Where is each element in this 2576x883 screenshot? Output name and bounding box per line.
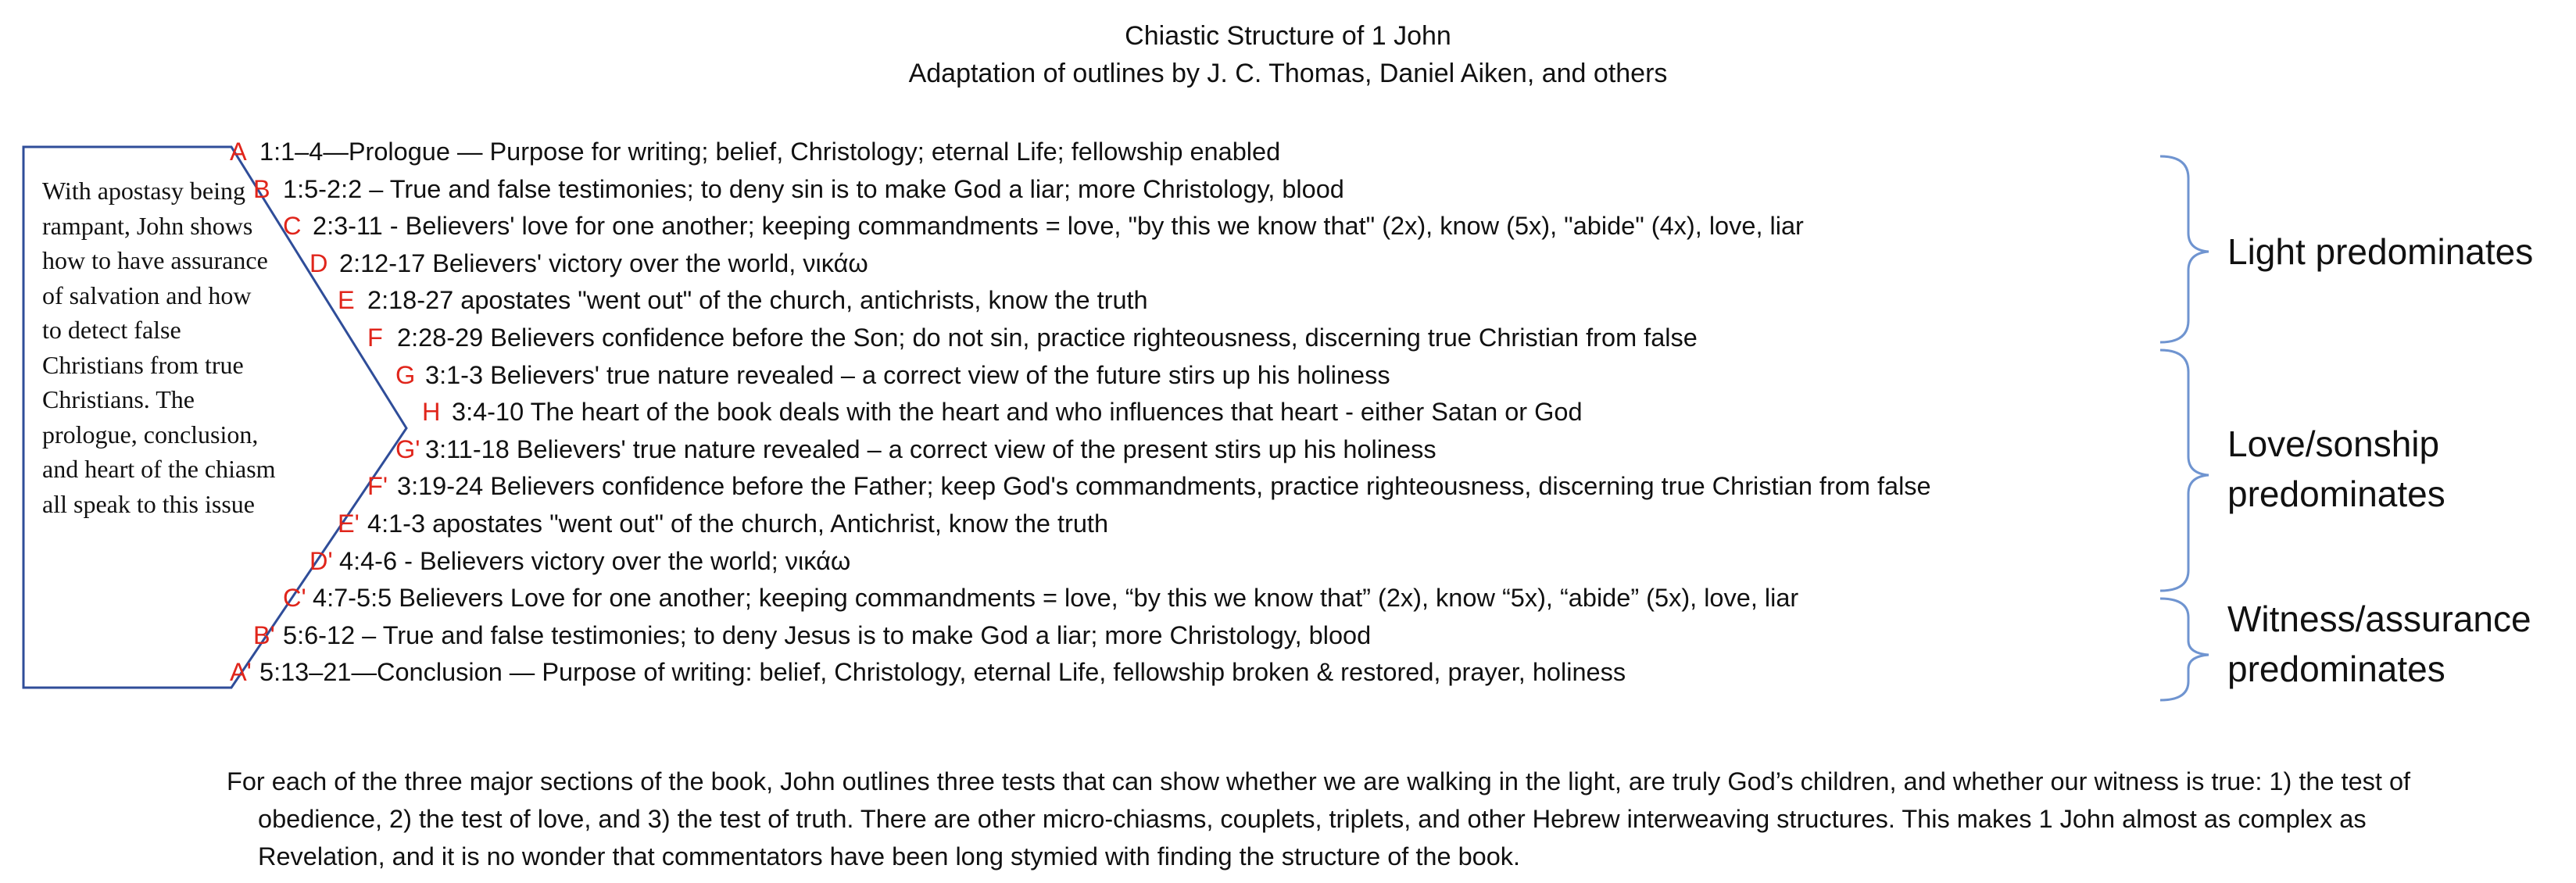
row-text: 2:18-27 apostates "went out" of the church, antichrists, know the truth	[367, 286, 1148, 315]
row-text: 5:6-12 – True and false testimonies; to deny Jesus is to make God a liar; more Christology, blood	[283, 620, 1372, 649]
row-label: G	[395, 360, 416, 389]
row-label: A	[230, 138, 247, 166]
row-label: F	[367, 324, 383, 352]
row-text: 3:19-24 Believers confidence before the Father; keep God's commandments, practice righteousness, discerning true Christian from false	[397, 472, 1931, 501]
brace-light	[2160, 156, 2209, 342]
section-label-light: Light predominates	[2227, 231, 2534, 272]
row-text: 2:12-17 Believers' victory over the world, νικάω	[339, 248, 868, 277]
row-label: F'	[367, 472, 388, 501]
row-label: E'	[338, 509, 360, 538]
row-label: D	[309, 248, 328, 277]
brace-witness	[2160, 599, 2209, 700]
row-text: 4:1-3 apostates "went out" of the church, Antichrist, know the truth	[367, 509, 1109, 538]
row-label: E	[338, 286, 355, 315]
row-label: A'	[230, 658, 252, 687]
row-text: 2:3-11 - Believers' love for one another; keeping commandments = love, "by this we know that" (2x), know (5x), "abide" (4x), love, liar	[313, 212, 1804, 241]
row-text: 2:28-29 Believers confidence before the Son; do not sin, practice righteousness, discerning true Christian from false	[397, 324, 1698, 352]
row-text: 1:5-2:2 – True and false testimonies; to deny sin is to make God a liar; more Christology, blood	[283, 174, 1344, 203]
row-text: 4:4-6 - Believers victory over the world; νικάω	[339, 546, 851, 575]
section-label-witness: Witness/assurance predominates	[2227, 599, 2531, 689]
section-label-love: Love/sonship predominates	[2227, 424, 2445, 514]
footer-paragraph: For each of the three major sections of the book, John outlines three tests that can show whether we are walking in the light, are truly God’s children, and whether our witness is true: 1) the test of obedience, 2) the test of love, and 3) the test of truth. There are other micro-chiasms, couplets, triplets, and other Hebrew interweaving structures. This makes 1 John almost as complex as Revelation, and it is no wonder that commentators have been long stymied with finding the structure of the book.	[227, 767, 2411, 870]
row-text: 3:11-18 Believers' true nature revealed – a correct view of the present stirs up his holiness	[425, 434, 1436, 463]
row-text: 4:7-5:5 Believers Love for one another; keeping commandments = love, “by this we know that” (2x), know “5x), “abide” (5x), love, liar	[313, 584, 1799, 613]
row-text: 3:1-3 Believers' true nature revealed – a correct view of the future stirs up his holiness	[425, 360, 1390, 389]
row-label: C'	[283, 584, 306, 613]
row-label: D'	[309, 546, 333, 575]
row-label: C	[283, 212, 302, 241]
row-text: 5:13–21—Conclusion — Purpose of writing: belief, Christology, eternal Life, fellowship broken & restored, prayer, holiness	[259, 658, 1626, 687]
page-title: Chiastic Structure of 1 John	[1125, 21, 1451, 51]
page-subtitle: Adaptation of outlines by J. C. Thomas, Daniel Aiken, and others	[908, 59, 1668, 88]
summary-box-text: With apostasy being rampant, John shows how to have assurance of salvation and how to detect false Christians from true Christians. The prologue, conclusion, and heart of the chiasm all speak to this issue	[42, 177, 276, 518]
row-label: H	[422, 398, 441, 427]
row-label: B	[253, 174, 270, 203]
row-text: 1:1–4—Prologue — Purpose for writing; belief, Christology; eternal Life; fellowship enabled	[259, 138, 1281, 166]
row-label: B'	[253, 620, 275, 649]
row-label: G'	[395, 434, 420, 463]
brace-love	[2160, 350, 2209, 591]
row-text: 3:4-10 The heart of the book deals with the heart and who influences that heart - either Satan or God	[452, 398, 1583, 427]
